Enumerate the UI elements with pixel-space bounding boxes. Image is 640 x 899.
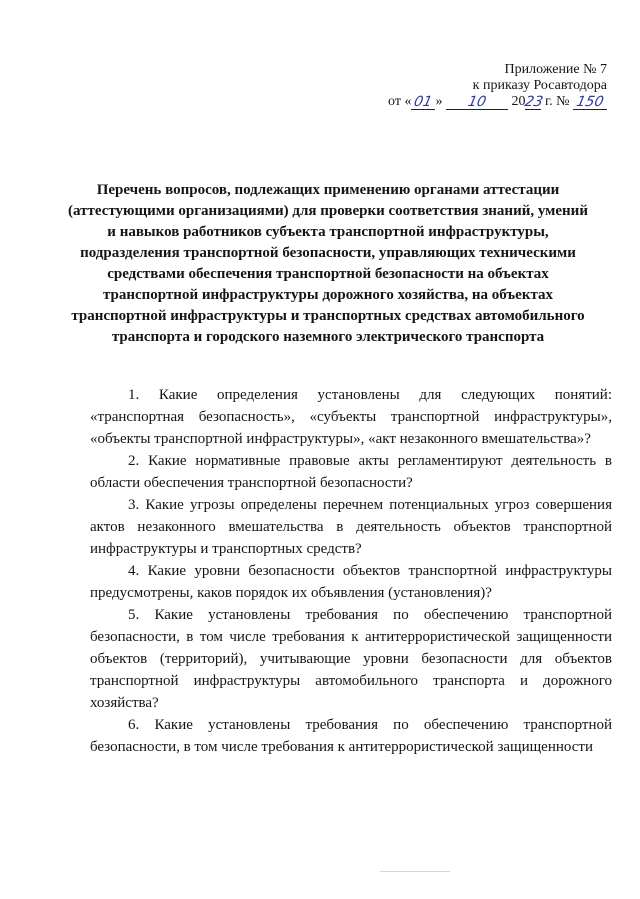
questions-list	[90, 384, 612, 758]
question-item: 2. Какие нормативные правовые акты регламентируют деятельность в области обеспечения транспортной безопасности?	[90, 453, 612, 491]
day-field	[411, 95, 435, 110]
date-prefix: от «	[388, 94, 412, 109]
question-item: 5. Какие установлены требования по обеспечению транспортной безопасности, в том числе требования к антитеррористической защищенности объектов (территорий), учитывающие уровни безопасности для объектов транспортной инфраструктуры автомобильного транспорта и дорожного хозяйства?	[90, 607, 612, 711]
scan-artifact-line	[380, 871, 450, 872]
month-field	[446, 95, 508, 110]
question-item: 4. Какие уровни безопасности объектов транспортной инфраструктуры предусмотрены, каков порядок их объявления (установления)?	[90, 563, 612, 601]
year-field	[523, 94, 545, 110]
day-close: »	[435, 94, 443, 109]
question-item: 1. Какие определения установлены для следующих понятий: «транспортная безопасность», «субъекты транспортной инфраструктуры», «объекты транспортной инфраструктуры», «акт незаконного вмешательства»?	[90, 387, 612, 447]
handwritten-day: 01	[412, 94, 435, 110]
year-prefix: 20	[511, 94, 526, 109]
handwritten-year: 23	[523, 94, 545, 110]
question-item: 3. Какие угрозы определены перечнем потенциальных угроз совершения актов незаконного вмешательства в деятельность объектов транспортной инфраструктуры и транспортных средств?	[90, 497, 612, 557]
appendix-block	[377, 62, 607, 110]
year-suffix: г. №	[541, 94, 570, 109]
number-field	[573, 95, 607, 110]
appendix-title: Приложение № 7	[504, 62, 607, 77]
handwritten-month: 10	[466, 94, 488, 110]
appendix-order: к приказу Росавтодора	[472, 78, 607, 93]
document-title: Перечень вопросов, подлежащих применению органами аттестации (аттестующими организациями) для проверки соответствия знаний, умений и навыков работников субъекта транспортной инфраструктуры, подразделения транспортной безопасности, управляющих техническими средствами обеспечения транспортной безопасности на объектах транспортной инфраструктуры дорожного хозяйства, на объектах транспортной инфраструктуры и транспортных средствах автомобильного транспорта и городского наземного электрического транспорта	[68, 182, 588, 345]
question-item: 6. Какие установлены требования по обеспечению транспортной безопасности, в том числе требования к антитеррористической защищенности	[90, 717, 612, 755]
appendix-date-line	[377, 94, 607, 110]
handwritten-number: 150	[574, 94, 606, 110]
